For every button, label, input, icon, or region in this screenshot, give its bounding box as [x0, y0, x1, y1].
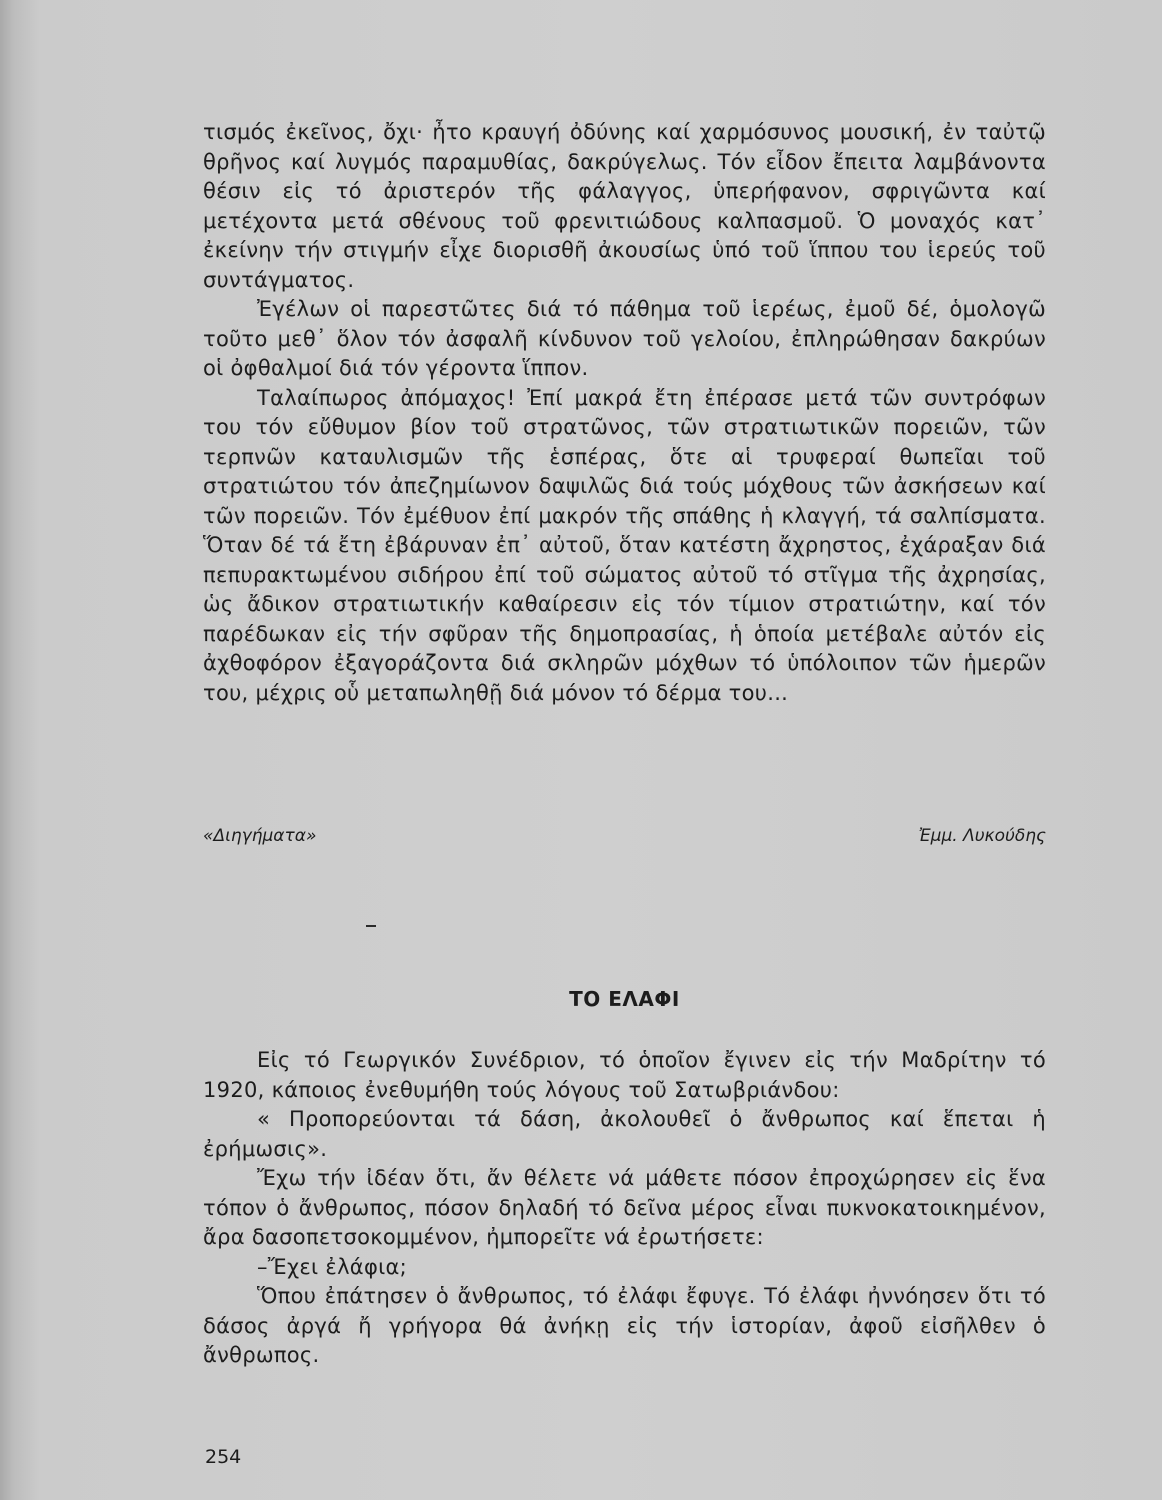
paragraph: Ἔχω τήν ἰδέαν ὅτι, ἄν θέλετε νά μάθετε πόσον ἐπροχώρησεν εἰς ἕνα τόπον ὁ ἄνθρωπος, πόσον δηλαδή τό δεῖνα μέρος εἶναι πυκνοκατοικημένον, ἄρα δασοπετσοκομμένον, ἠμπορεῖτε νά ἐρωτήσετε: [203, 1166, 1046, 1249]
author: Ἐμμ. Λυκούδης [918, 826, 1046, 846]
quote-paragraph: « Προπορεύονται τά δάση, ἀκολουθεῖ ὁ ἄνθρωπος καί ἕπεται ἡ ἐρήμωσις». [203, 1107, 1046, 1161]
passage-one-body [203, 118, 1046, 708]
attribution [203, 826, 1046, 846]
passage-two-body [203, 1046, 1046, 1371]
paragraph: τισμός ἐκεῖνος, ὄχι· ἦτο κραυγή ὀδύνης καί χαρμόσυνος μουσική, ἐν ταὐτῷ θρῆνος καί λυγμός παραμυθίας, δακρύγελως. Τόν εἶδον ἔπειτα λαμβάνοντα θέσιν εἰς τό ἀριστερόν τῆς φάλαγγος, ὑπερήφανον, σφριγῶντα καί μετέχοντα μετά σθένους τοῦ φρενιτιώδους καλπασμοῦ. Ὁ μοναχός κατ᾽ ἐκείνην τήν στιγμήν εἶχε διορισθῆ ἀκουσίως ὑπό τοῦ ἵππου του ἱερεύς τοῦ συντάγματος. [203, 120, 1046, 292]
page-number: 254 [205, 1446, 242, 1468]
paragraph: Ἐγέλων οἱ παρεστῶτες διά τό πάθημα τοῦ ἱερέως, ἐμοῦ δέ, ὁμολογῶ τοῦτο μεθ᾽ ὅλον τόν ἀσφαλῆ κίνδυνον τοῦ γελοίου, ἐπληρώθησαν δακρύων οἱ ὀφθαλμοί διά τόν γέροντα ἵππον. [203, 297, 1046, 380]
paragraph: Ταλαίπωρος ἀπόμαχος! Ἐπί μακρά ἔτη ἐπέρασε μετά τῶν συντρόφων του τόν εὔθυμον βίον τοῦ στρατῶνος, τῶν στρατιωτικῶν πορειῶν, τῶν τερπνῶν καταυλισμῶν τῆς ἑσπέρας, ὅτε αἱ τρυφεραί θωπεῖαι τοῦ στρατιώτου τόν ἀπεζημίωνον δαψιλῶς διά τούς μόχθους τῶν ἀσκήσεων καί τῶν πορειῶν. Τόν ἐμέθυον ἐπί μακρόν τῆς σπάθης ἡ κλαγγή, τά σαλπίσματα. Ὅταν δέ τά ἔτη ἐβάρυναν ἐπ᾽ αὐτοῦ, ὅταν κατέστη ἄχρηστος, ἐχάραξαν διά πεπυρακτωμένου σιδήρου ἐπί τοῦ σώματος αὐτοῦ τό στῖγμα τῆς ἀχρησίας, ὡς ἄδικον στρατιωτικήν καθαίρεσιν εἰς τόν τίμιον στρατιώτην, καί τόν παρέδωκαν εἰς τήν σφῦραν τῆς δημοπρασίας, ἡ ὁποία μετέβαλε αὐτόν εἰς ἀχθοφόρον ἐξαγοράζοντα διά σκληρῶν μόχθων τό ὑπόλοιπον τῶν ἡμερῶν του, μέχρις οὗ μεταπωληθῇ διά μόνον τό δέρμα του... [203, 385, 1046, 705]
paragraph: Ὅπου ἐπάτησεν ὁ ἄνθρωπος, τό ἐλάφι ἔφυγε. Τό ἐλάφι ἠννόησεν ὅτι τό δάσος ἀργά ἤ γρήγορα θά ἀνήκῃ εἰς τήν ἱστορίαν, ἀφοῦ εἰσῆλθεν ὁ ἄνθρωπος. [203, 1284, 1046, 1367]
dialogue-line: –Ἔχει ἐλάφια; [257, 1254, 408, 1279]
separator-mark [366, 925, 376, 927]
section-title: ΤΟ ΕΛΑΦΙ [569, 987, 680, 1011]
paragraph: Εἰς τό Γεωργικόν Συνέδριον, τό ὁποῖον ἔγινεν εἰς τήν Μαδρίτην τό 1920, κάποιος ἐνεθυμήθη τούς λόγους τοῦ Σατωβριάνδου: [203, 1048, 1046, 1102]
source-title: «Διηγήματα» [203, 826, 317, 846]
